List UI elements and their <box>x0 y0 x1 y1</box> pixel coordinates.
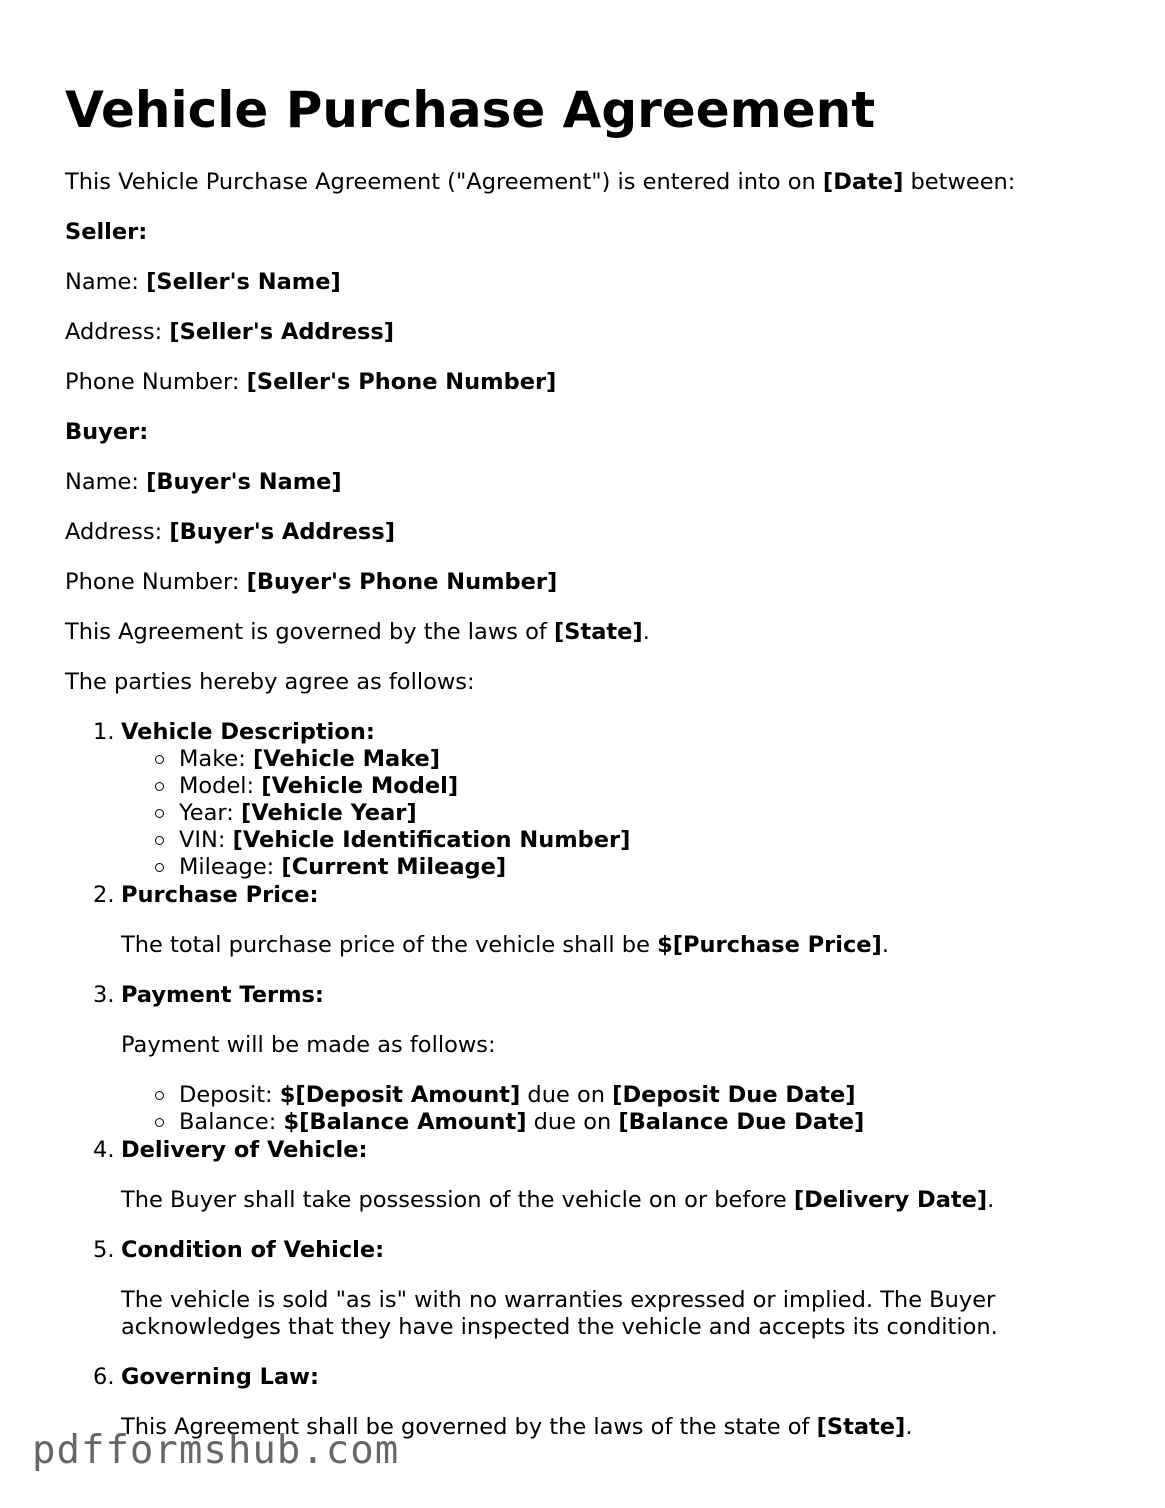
section-number: 1. <box>93 719 115 745</box>
buyer-name-line: Name: [Buyer's Name] <box>65 469 342 495</box>
section-number: 6. <box>93 1364 115 1390</box>
section-heading-delivery: Delivery of Vehicle: <box>121 1137 368 1163</box>
circle-bullet-icon <box>155 755 164 764</box>
buyer-heading: Buyer: <box>65 419 149 445</box>
circle-bullet-icon <box>155 809 164 818</box>
circle-bullet-icon <box>155 863 164 872</box>
watermark-text: pdfformshub.com <box>32 1428 400 1473</box>
list-item-model: Model: [Vehicle Model] <box>179 773 458 800</box>
section-heading-condition: Condition of Vehicle: <box>121 1237 385 1263</box>
seller-heading: Seller: <box>65 219 148 245</box>
delivery-paragraph: The Buyer shall take possession of the vehicle on or before [Delivery Date]. <box>121 1187 995 1213</box>
date-placeholder: [Date] <box>822 169 904 195</box>
list-item-balance: Balance: $[Balance Amount] due on [Balance Due Date] <box>179 1109 864 1136</box>
list-item-year: Year: [Vehicle Year] <box>179 800 417 827</box>
section-heading-vehicle-description: Vehicle Description: <box>121 719 375 745</box>
section-number: 3. <box>93 982 115 1008</box>
governed-paragraph: This Agreement is governed by the laws of [State]. <box>65 619 650 645</box>
document-title: Vehicle Purchase Agreement <box>65 81 876 139</box>
list-item-deposit: Deposit: $[Deposit Amount] due on [Deposit Due Date] <box>179 1082 856 1109</box>
section-heading-governing-law: Governing Law: <box>121 1364 319 1390</box>
circle-bullet-icon <box>155 1091 164 1100</box>
payment-terms-paragraph: Payment will be made as follows: <box>121 1032 496 1058</box>
circle-bullet-icon <box>155 1118 164 1127</box>
section-number: 2. <box>93 882 115 908</box>
list-item-vin: VIN: [Vehicle Identification Number] <box>179 827 630 854</box>
section-heading-payment-terms: Payment Terms: <box>121 982 324 1008</box>
list-item-mileage: Mileage: [Current Mileage] <box>179 854 506 881</box>
condition-paragraph-line1: The vehicle is sold "as is" with no warranties expressed or implied. The Buyer <box>121 1287 996 1313</box>
seller-phone-line: Phone Number: [Seller's Phone Number] <box>65 369 557 395</box>
condition-paragraph-line2: acknowledges that they have inspected the vehicle and accepts its condition. <box>121 1314 998 1340</box>
buyer-address-line: Address: [Buyer's Address] <box>65 519 395 545</box>
section-number: 4. <box>93 1137 115 1163</box>
seller-address-line: Address: [Seller's Address] <box>65 319 395 345</box>
governing-law-paragraph: This Agreement shall be governed by the laws of the state of [State]. <box>121 1414 913 1440</box>
circle-bullet-icon <box>155 782 164 791</box>
circle-bullet-icon <box>155 836 164 845</box>
section-number: 5. <box>93 1237 115 1263</box>
agree-paragraph: The parties hereby agree as follows: <box>65 669 475 695</box>
intro-paragraph: This Vehicle Purchase Agreement ("Agreement") is entered into on [Date] between: <box>65 169 1016 195</box>
list-item-make: Make: [Vehicle Make] <box>179 746 440 773</box>
seller-name-line: Name: [Seller's Name] <box>65 269 341 295</box>
section-heading-purchase-price: Purchase Price: <box>121 882 319 908</box>
buyer-phone-line: Phone Number: [Buyer's Phone Number] <box>65 569 558 595</box>
purchase-price-paragraph: The total purchase price of the vehicle shall be $[Purchase Price]. <box>121 932 889 958</box>
